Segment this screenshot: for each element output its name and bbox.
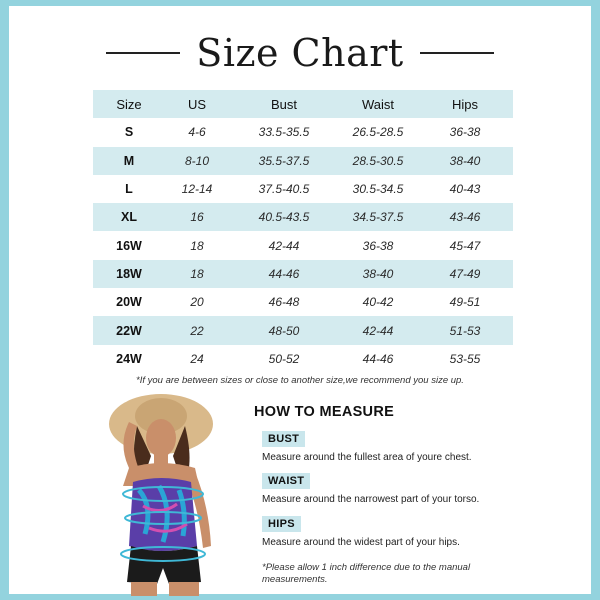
cell-bust: 44-46 [268, 266, 300, 281]
table-row [93, 231, 513, 259]
table-row [93, 345, 513, 373]
cell-bust: 50-52 [268, 351, 300, 366]
hips-desc: Measure around the widest part of your hips. [262, 537, 460, 548]
cell-waist: 30.5-34.5 [352, 182, 404, 197]
cell-bust: 37.5-40.5 [258, 182, 310, 197]
title-line-left [106, 52, 180, 54]
cell-us: 18 [190, 266, 204, 281]
cell-size: 16W [116, 238, 142, 253]
cell-hips: 47-49 [449, 266, 481, 281]
cell-size: 24W [116, 351, 142, 366]
cell-hips: 49-51 [449, 295, 481, 310]
table-row [93, 118, 513, 146]
cell-hips: 40-43 [449, 182, 481, 197]
how-to-measure-section [254, 404, 504, 585]
cell-waist: 40-42 [362, 295, 394, 310]
cell-hips: 38-40 [449, 153, 481, 168]
table-row [93, 147, 513, 175]
cell-waist: 42-44 [362, 323, 394, 338]
cell-hips: 45-47 [449, 238, 481, 253]
cell-hips: 43-46 [449, 210, 481, 225]
cell-size: 18W [116, 266, 142, 281]
how-to-measure-title: HOW TO MEASURE [254, 404, 395, 420]
cell-size: S [124, 125, 134, 140]
title-line-right [420, 52, 494, 54]
waist-block [262, 471, 479, 505]
table-header-row [93, 90, 513, 118]
hips-block [262, 514, 460, 548]
cell-waist: 36-38 [362, 238, 394, 253]
title-row [9, 28, 591, 78]
cell-waist: 28.5-30.5 [352, 153, 404, 168]
table-body [93, 118, 513, 373]
cell-size: M [123, 153, 135, 168]
waist-desc: Measure around the narrowest part of your torso. [262, 494, 480, 505]
size-table [93, 90, 513, 373]
cell-hips: 51-53 [449, 323, 481, 338]
cell-size: XL [121, 210, 137, 225]
model-image [99, 386, 249, 596]
bust-block [262, 429, 472, 463]
cell-bust: 35.5-37.5 [258, 153, 310, 168]
header-bust: Bust [270, 96, 297, 112]
table-row [93, 175, 513, 203]
cell-us: 16 [190, 210, 204, 225]
cell-bust: 33.5-35.5 [258, 125, 310, 140]
cell-size: 22W [116, 323, 142, 338]
header-us: US [187, 96, 207, 112]
cell-waist: 34.5-37.5 [352, 210, 404, 225]
cell-size: 20W [116, 295, 142, 310]
cell-waist: 26.5-28.5 [352, 125, 404, 140]
header-hips: Hips [451, 96, 478, 112]
measurement-footnote: *Please allow 1 inch difference due to the manual measurements. [262, 562, 471, 585]
table-row [93, 288, 513, 316]
header-waist: Waist [361, 96, 395, 112]
cell-bust: 42-44 [268, 238, 300, 253]
cell-us: 12-14 [181, 182, 213, 197]
header-size: Size [116, 96, 142, 112]
cell-us: 22 [190, 323, 204, 338]
hips-tag: HIPS [262, 516, 301, 532]
page-title: Size Chart [196, 31, 404, 75]
cell-us: 18 [190, 238, 204, 253]
bust-desc: Measure around the fullest area of youre chest. [262, 452, 472, 463]
cell-bust: 40.5-43.5 [258, 210, 310, 225]
size-up-note: *If you are between sizes or close to another size,we recommend you size up. [136, 375, 464, 386]
table-row [93, 203, 513, 231]
waist-tag: WAIST [262, 473, 310, 489]
table-row [93, 260, 513, 288]
bust-tag: BUST [262, 431, 305, 447]
cell-hips: 36-38 [449, 125, 481, 140]
cell-bust: 48-50 [268, 323, 300, 338]
cell-waist: 44-46 [362, 351, 394, 366]
cell-waist: 38-40 [362, 266, 394, 281]
cell-size: L [125, 182, 133, 197]
cell-us: 24 [190, 351, 204, 366]
cell-us: 8-10 [184, 153, 210, 168]
cell-hips: 53-55 [449, 351, 481, 366]
cell-us: 4-6 [188, 125, 206, 140]
cell-us: 20 [190, 295, 204, 310]
table-row [93, 316, 513, 344]
cell-bust: 46-48 [268, 295, 300, 310]
